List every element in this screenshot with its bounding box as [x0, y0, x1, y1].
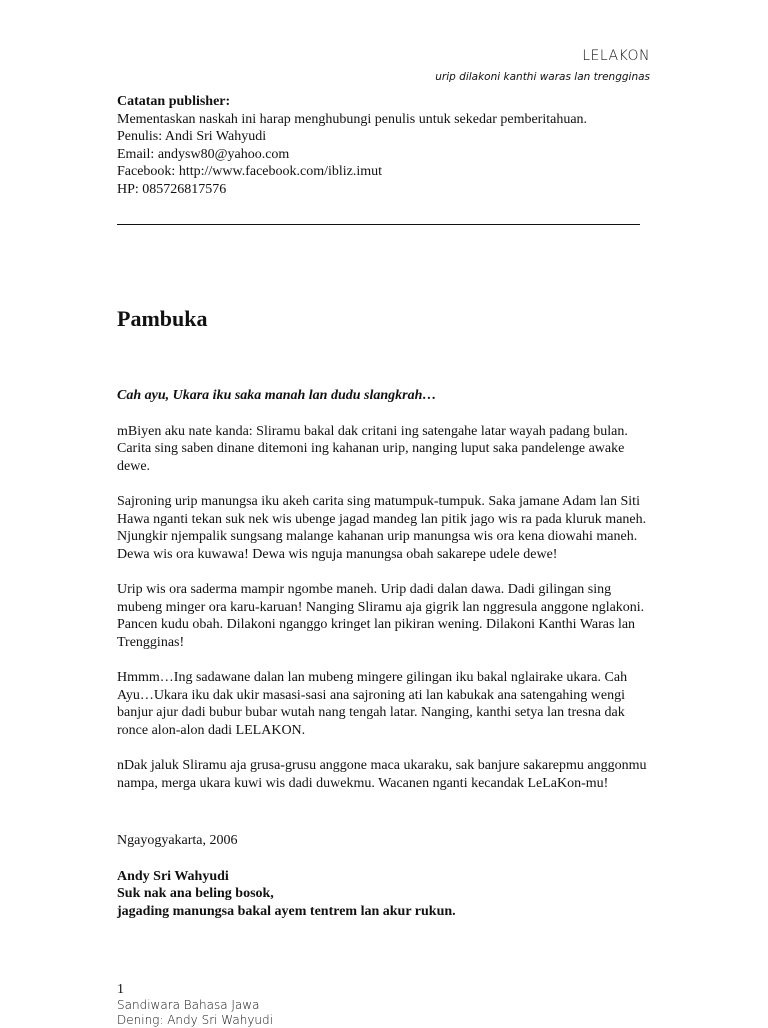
divider [117, 224, 640, 225]
place-date: Ngayogyakarta, 2006 [117, 833, 238, 848]
footer-line-1: Sandiwara Bahasa Jawa [117, 998, 260, 1012]
publisher-note-heading: Catatan publisher: [117, 94, 231, 109]
paragraph-2: Sajroning urip manungsa iku akeh carita sing matumpuk-tumpuk. Saka jamane Adam lan Siti Hawa nganti tekan suk nek wis ubenge jagad mandeg lan pitik jago wis ra pada kluruk maneh. Njungkir njempalik sungsang malange kahanan urip manungsa wis ora kena diowahi maneh. Dewa wis ora kuwawa! Dewa wis nguja manungsa obah sakarepe udele dewe! [117, 494, 647, 562]
paragraph-1: mBiyen aku nate kanda: Sliramu bakal dak critani ing satengahe latar wayah padang bulan. Carita sing saben dinane ditemoni ing kahanan urip, nanging luput saka pandelenge awake dewe. [117, 423, 628, 474]
page-number: 1 [117, 982, 124, 997]
email-line: Email: andysw80@yahoo.com [117, 146, 290, 162]
paragraph-5: nDak jaluk Sliramu aja grusa-grusu anggone maca ukaraku, sak banjure sakarepmu anggonmu nampa, merga ukara kuwi wis dadi duwekmu. Wacanen nganti kecandak LeLaKon-mu! [117, 758, 647, 791]
phone-line: HP: 085726817576 [117, 181, 227, 197]
signature-line-2: jagading manungsa bakal ayem tentrem lan akur rukun. [117, 903, 456, 919]
signature-name: Andy Sri Wahyudi [117, 868, 229, 884]
publisher-note [117, 93, 647, 198]
footer-line-2: Dening: Andy Sri Wahyudi [117, 1013, 273, 1027]
header-subtitle: urip dilakoni kanthi waras lan trengginas [435, 71, 650, 83]
chapter-title: Pambuka [117, 306, 208, 331]
signature-line-1: Suk nak ana beling bosok, [117, 886, 274, 901]
page-footer [117, 982, 273, 1028]
paragraph-3: Urip wis ora saderma mampir ngombe maneh. Urip dadi dalan dawa. Dadi gilingan sing mubeng minger ora karu-karuan! Nanging Sliramu aja gigrik lan nggresula anggone nglakoni. Pancen kudu obah. Dilakoni nganggo kringet lan pikiran wening. Dilakoni Kanthi Waras lan Trengginas! [117, 582, 645, 650]
author-line: Penulis: Andi Sri Wahyudi [117, 129, 267, 144]
signature-block [117, 868, 657, 921]
lead-line: Cah ayu, Ukara iku saka manah lan dudu slangkrah… [117, 388, 437, 403]
page-header [435, 48, 650, 83]
document-body [117, 387, 657, 920]
paragraph-4: Hmmm…Ing sadawane dalan lan mubeng mingere gilingan iku bakal nglairake ukara. Cah Ayu…Ukara iku dak ukir masasi-sasi ana sajroning ati lan kabukak ana satengahing wengi banjur ajur dadi bubur bubar wutah nang tengah latar. Nanging, kanthi setya lan tresna dak ronce alon-alon dadi LELAKON. [117, 670, 628, 738]
publisher-note-line: Mementaskan naskah ini harap menghubungi penulis untuk sekedar pemberitahuan. [117, 111, 588, 127]
facebook-line: Facebook: http://www.facebook.com/ibliz.imut [117, 164, 383, 179]
header-title: LELAKON [582, 48, 650, 64]
